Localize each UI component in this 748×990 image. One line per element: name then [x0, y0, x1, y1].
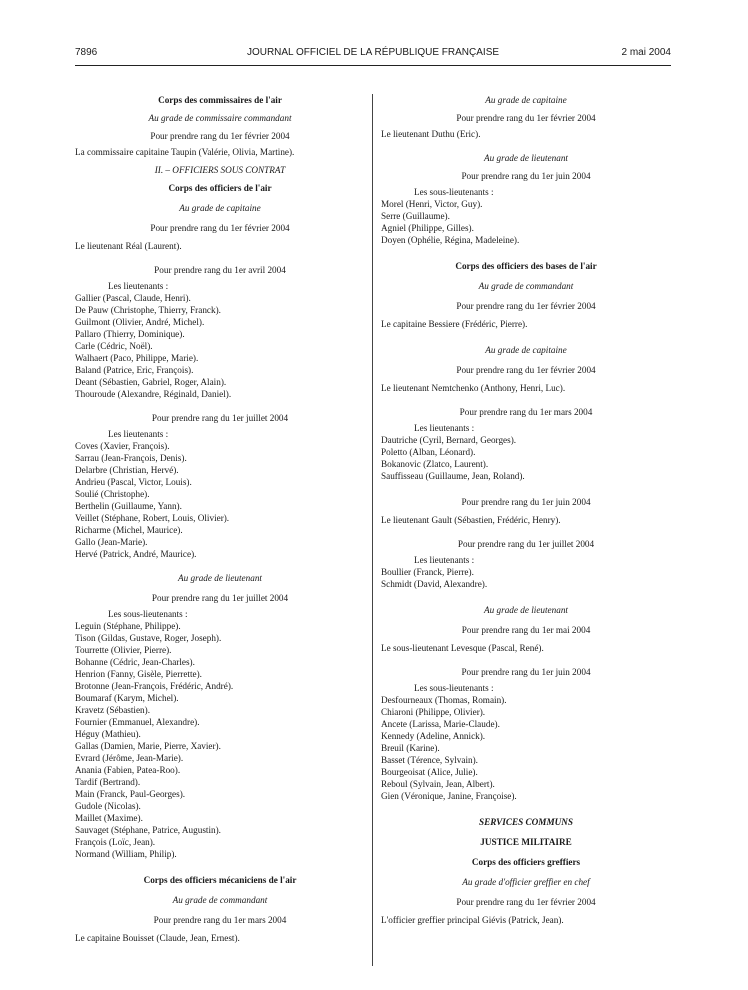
list-item: Tison (Gildas, Gustave, Roger, Joseph).: [75, 633, 222, 643]
list-item: Guilmont (Olivier, André, Michel).: [75, 317, 205, 327]
section-heading: Corps des officiers mécaniciens de l'air: [143, 875, 297, 885]
rank-line: Pour prendre rang du 1er juin 2004: [461, 171, 591, 181]
header-rule: [75, 65, 671, 66]
list-item: Serre (Guillaume).: [381, 211, 450, 221]
name-list: [75, 292, 365, 400]
issue-date: 2 mai 2004: [621, 47, 671, 58]
list-item: Tardif (Bertrand).: [75, 777, 141, 787]
rank-line: Pour prendre rang du 1er février 2004: [150, 223, 290, 233]
section-heading: Corps des commissaires de l'air: [158, 95, 282, 105]
list-item: Baland (Patrice, Eric, François).: [75, 365, 194, 375]
list-item: De Pauw (Christophe, Thierry, Franck).: [75, 305, 221, 315]
entry: Le lieutenant Réal (Laurent).: [75, 241, 182, 251]
list-item: François (Loïc, Jean).: [75, 837, 156, 847]
list-item: Coves (Xavier, François).: [75, 441, 170, 451]
rank-line: Pour prendre rang du 1er février 2004: [456, 365, 596, 375]
list-label: Les sous-lieutenants :: [414, 187, 494, 197]
list-item: Breuil (Karine).: [381, 743, 440, 753]
entry: Le lieutenant Nemtchenko (Anthony, Henri, Luc).: [381, 383, 566, 393]
list-item: Bohanne (Cédric, Jean-Charles).: [75, 657, 195, 667]
section-heading: Corps des officiers greffiers: [471, 857, 581, 867]
services-heading: SERVICES COMMUNS: [478, 817, 574, 827]
list-item: Ancete (Larissa, Marie-Claude).: [381, 719, 500, 729]
grade-heading: Au grade d'officier greffier en chef: [462, 877, 590, 887]
rank-line: Pour prendre rang du 1er mars 2004: [459, 407, 593, 417]
list-item: Gallier (Pascal, Claude, Henri).: [75, 293, 191, 303]
list-item: Walhaert (Paco, Philippe, Marie).: [75, 353, 199, 363]
page-header: [75, 47, 671, 61]
rank-line: Pour prendre rang du 1er mai 2004: [461, 625, 591, 635]
entry: La commissaire capitaine Taupin (Valérie, Olivia, Martine).: [75, 147, 295, 157]
list-item: Bokanovic (Zlatco, Laurent).: [381, 459, 489, 469]
list-label: Les lieutenants :: [414, 423, 475, 433]
grade-heading: Au grade de commandant: [478, 281, 574, 291]
entry: Le sous-lieutenant Levesque (Pascal, René).: [381, 643, 544, 653]
list-label: Les sous-lieutenants :: [108, 609, 188, 619]
list-item: Poletto (Alban, Léonard).: [381, 447, 476, 457]
name-list: [75, 620, 365, 860]
page-number: 7896: [75, 47, 98, 58]
list-item: Fournier (Emmanuel, Alexandre).: [75, 717, 200, 727]
section-heading: Corps des officiers des bases de l'air: [455, 261, 597, 271]
list-item: Sauffisseau (Guillaume, Jean, Roland).: [381, 471, 525, 481]
list-item: Deant (Sébastien, Gabriel, Roger, Alain).: [75, 377, 227, 387]
list-item: Delarbre (Christian, Hervé).: [75, 465, 179, 475]
list-item: Richarme (Michel, Maurice).: [75, 525, 183, 535]
list-item: Gallas (Damien, Marie, Pierre, Xavier).: [75, 741, 221, 751]
list-item: Héguy (Mathieu).: [75, 729, 141, 739]
list-item: Desfourneaux (Thomas, Romain).: [381, 695, 507, 705]
column-divider: [372, 94, 373, 966]
rank-line: Pour prendre rang du 1er juin 2004: [461, 497, 591, 507]
list-item: Morel (Henri, Victor, Guy).: [381, 199, 483, 209]
entry: Le lieutenant Gault (Sébastien, Frédéric, Henry).: [381, 515, 561, 525]
name-list: [75, 440, 365, 560]
list-item: Leguin (Stéphane, Philippe).: [75, 621, 181, 631]
rank-line: Pour prendre rang du 1er avril 2004: [154, 265, 286, 275]
left-column: [75, 94, 365, 944]
rank-line: Pour prendre rang du 1er juillet 2004: [457, 539, 595, 549]
list-item: Thouroude (Alexandre, Réginald, Daniel).: [75, 389, 232, 399]
list-item: Reboul (Sylvain, Jean, Albert).: [381, 779, 495, 789]
rank-line: Pour prendre rang du 1er février 2004: [456, 113, 596, 123]
grade-heading: Au grade de lieutenant: [178, 573, 262, 583]
list-item: Dautriche (Cyril, Bernard, Georges).: [381, 435, 517, 445]
grade-heading: Au grade de commandant: [172, 895, 268, 905]
list-label: Les lieutenants :: [414, 555, 475, 565]
list-item: Gudole (Nicolas).: [75, 801, 141, 811]
name-list: [381, 198, 671, 246]
justice-heading: JUSTICE MILITAIRE: [480, 837, 572, 847]
list-item: Normand (William, Philip).: [75, 849, 177, 859]
grade-heading: Au grade de capitaine: [179, 203, 261, 213]
rank-line: Pour prendre rang du 1er février 2004: [150, 131, 290, 141]
list-item: Veillet (Stéphane, Robert, Louis, Olivier).: [75, 513, 230, 523]
list-item: Maillet (Maxime).: [75, 813, 143, 823]
list-item: Kravetz (Sébastien).: [75, 705, 150, 715]
list-item: Sauvaget (Stéphane, Patrice, Augustin).: [75, 825, 221, 835]
list-item: Doyen (Ophélie, Régina, Madeleine).: [381, 235, 520, 245]
rank-line: Pour prendre rang du 1er juin 2004: [461, 667, 591, 677]
list-item: Andrieu (Pascal, Victor, Louis).: [75, 477, 192, 487]
grade-heading: Au grade de commissaire commandant: [148, 113, 292, 123]
entry: Le capitaine Bessiere (Frédéric, Pierre).: [381, 319, 528, 329]
entry: Le capitaine Bouisset (Claude, Jean, Ernest).: [75, 933, 240, 943]
list-item: Gien (Véronique, Janine, Françoise).: [381, 791, 517, 801]
list-item: Pallaro (Thierry, Dominique).: [75, 329, 185, 339]
entry: L'officier greffier principal Giévis (Patrick, Jean).: [381, 915, 564, 925]
name-list: [381, 694, 671, 802]
rank-line: Pour prendre rang du 1er mars 2004: [153, 915, 287, 925]
list-item: Tourrette (Olivier, Pierre).: [75, 645, 172, 655]
list-item: Agniel (Philippe, Gilles).: [381, 223, 474, 233]
list-item: Basset (Térence, Sylvain).: [381, 755, 478, 765]
right-column: [381, 94, 671, 926]
list-item: Hervé (Patrick, André, Maurice).: [75, 549, 197, 559]
section-heading: Corps des officiers de l'air: [168, 183, 272, 193]
list-item: Sarrau (Jean-François, Denis).: [75, 453, 187, 463]
list-item: Gallo (Jean-Marie).: [75, 537, 148, 547]
rank-line: Pour prendre rang du 1er février 2004: [456, 301, 596, 311]
list-label: Les lieutenants :: [108, 281, 169, 291]
list-label: Les sous-lieutenants :: [414, 683, 494, 693]
rank-line: Pour prendre rang du 1er juillet 2004: [151, 593, 289, 603]
rank-line: Pour prendre rang du 1er février 2004: [456, 897, 596, 907]
journal-title: JOURNAL OFFICIEL DE LA RÉPUBLIQUE FRANÇAISE: [246, 47, 500, 58]
list-item: Henrion (Fanny, Gisèle, Pierrette).: [75, 669, 202, 679]
part-heading: II. – OFFICIERS SOUS CONTRAT: [154, 165, 286, 175]
list-item: Schmidt (David, Alexandre).: [381, 579, 488, 589]
list-item: Main (Franck, Paul-Georges).: [75, 789, 186, 799]
name-list: [381, 434, 671, 482]
grade-heading: Au grade de lieutenant: [484, 153, 568, 163]
list-item: Kennedy (Adeline, Annick).: [381, 731, 486, 741]
list-item: Bourgeoisat (Alice, Julie).: [381, 767, 478, 777]
grade-heading: Au grade de capitaine: [485, 95, 567, 105]
list-label: Les lieutenants :: [108, 429, 169, 439]
grade-heading: Au grade de lieutenant: [484, 605, 568, 615]
list-item: Anania (Fabien, Patea-Roo).: [75, 765, 181, 775]
list-item: Boumaraf (Karym, Michel).: [75, 693, 179, 703]
list-item: Carle (Cédric, Noël).: [75, 341, 153, 351]
grade-heading: Au grade de capitaine: [485, 345, 567, 355]
list-item: Brotonne (Jean-François, Frédéric, André).: [75, 681, 234, 691]
list-item: Soulié (Christophe).: [75, 489, 150, 499]
entry: Le lieutenant Duthu (Eric).: [381, 129, 481, 139]
list-item: Evrard (Jérôme, Jean-Marie).: [75, 753, 184, 763]
rank-line: Pour prendre rang du 1er juillet 2004: [151, 413, 289, 423]
list-item: Chiaroni (Philippe, Olivier).: [381, 707, 486, 717]
list-item: Berthelin (Guillaume, Yann).: [75, 501, 182, 511]
list-item: Boullier (Franck, Pierre).: [381, 567, 474, 577]
name-list: [381, 566, 671, 590]
